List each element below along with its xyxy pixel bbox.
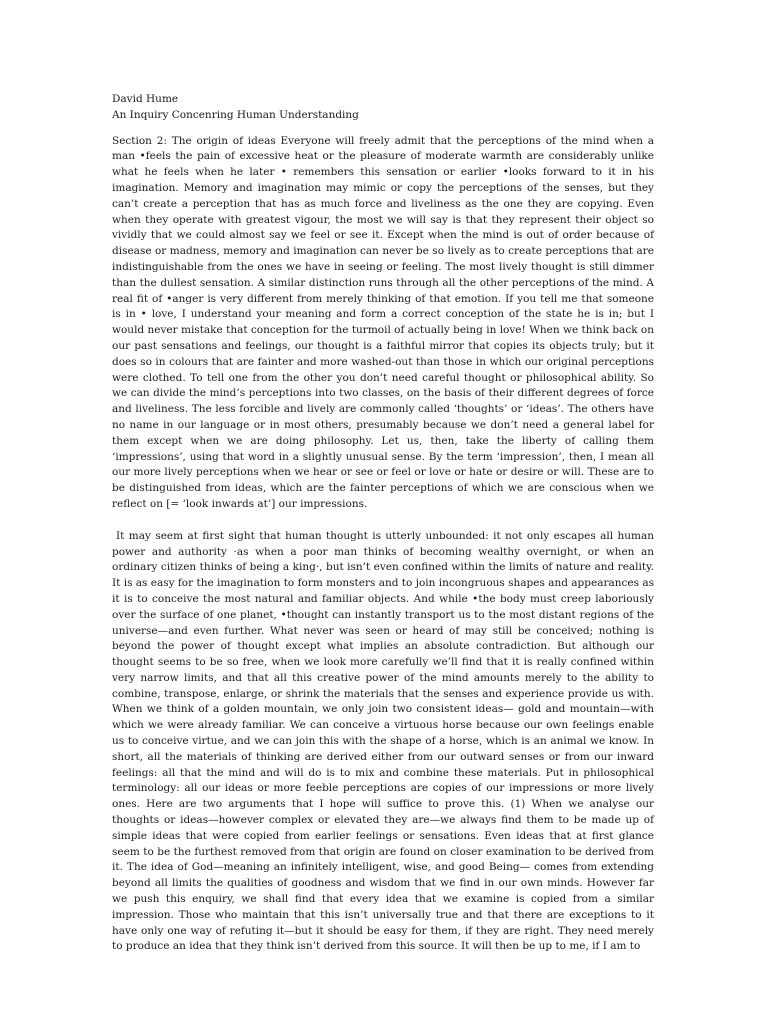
paragraph-unbounded-thought: It may seem at first sight that human thought is utterly unbounded: it not only escapes all human power and authority ·as when a poor man thinks of becoming wealthy overnight, or when an ordinary citizen thinks of being a king·, but isn’t even confined within the limits of nature and reality. It is as easy for the imagination to form monsters and to join incongruous shapes and appearances as it is to conceive the most natural and familiar objects. And while •the body must creep laboriously over the surface of one planet, •thought can instantly transport us to the most distant regions of the universe—and even further. What never was seen or heard of may still be conceived; nothing is beyond the power of thought except what implies an absolute contradiction. But although our thought seems to be so free, when we look more carefully we’ll find that it is really confined within very narrow limits, and that all this creative power of the mind amounts merely to the ability to combine, transpose, enlarge, or shrink the materials that the senses and experience provide us with. When we think of a golden mountain, we only join two consistent ideas— gold and mountain—with which we were already familiar. We can conceive a virtuous horse because our own feelings enable us to conceive virtue, and we can join this with the shape of a horse, which is an animal we know. In short, all the materials of thinking are derived either from our outward senses or from our inward feelings: all that the mind and will do is to mix and combine these materials. Put in philosophical terminology: all our ideas or more feeble perceptions are copies of our impressions or more lively ones. Here are two arguments that I hope will suffice to prove this. (1) When we analyse our thoughts or ideas—however complex or elevated they are—we always find them to be made up of simple ideas that were copied from earlier feelings or sensations. Even ideas that at first glance seem to be the furthest removed from that origin are found on closer examination to be derived from it. The idea of God—meaning an infinitely intelligent, wise, and good Being— comes from extending beyond all limits the qualities of goodness and wisdom that we find in our own minds. However far we push this enquiry, we shall find that every idea that we examine is copied from a similar impression. Those who maintain that this isn’t universally true and that there are exceptions to it have only one way of refuting it—but it should be easy for them, if they are right. They need merely to produce an idea that they think isn’t derived from this source. It will then be up to me, if I am to [112, 529, 654, 953]
paragraph-section-2: Section 2: The origin of ideas Everyone will freely admit that the perceptions of the mind when a man •feels the pain of excessive heat or the pleasure of moderate warmth are considerably unlike what he feels when he later • remembers this sensation or earlier •looks forward to it in his imagination. Memory and imagination may mimic or copy the perceptions of the senses, but they can’t create a perception that has as much force and liveliness as the one they are copying. Even when they operate with greatest vigour, the most we will say is that they represent their object so vividly that we could almost say we feel or see it. Except when the mind is out of order because of disease or madness, memory and imagination can never be so lively as to create perceptions that are indistinguishable from the ones we have in seeing or feeling. The most lively thought is still dimmer than the dullest sensation. A similar distinction runs through all the other perceptions of the mind. A real fit of •anger is very different from merely thinking of that emotion. If you tell me that someone is in • love, I understand your meaning and form a correct conception of the state he is in; but I would never mistake that conception for the turmoil of actually being in love! When we think back on our past sensations and feelings, our thought is a faithful mirror that copies its objects truly; but it does so in colours that are fainter and more washed-out than those in which our original perceptions were clothed. To tell one from the other you don’t need careful thought or philosophical ability. So we can divide the mind’s perceptions into two classes, on the basis of their different degrees of force and liveliness. The less forcible and lively are commonly called ‘thoughts’ or ‘ideas’. The others have no name in our language or in most others, presumably because we don’t need a general label for them except when we are doing philosophy. Let us, then, take the liberty of calling them ‘impressions’, using that word in a slightly unusual sense. By the term ‘impression’, then, I mean all our more lively perceptions when we hear or see or feel or love or hate or desire or will. These are to be distinguished from ideas, which are the fainter perceptions of which we are conscious when we reflect on [= ‘look inwards at’] our impressions. [112, 134, 654, 510]
document-title: An Inquiry Concenring Human Understanding [112, 108, 359, 121]
spacer [112, 124, 654, 134]
spacer [112, 513, 654, 529]
document-page [112, 92, 654, 955]
author-name: David Hume [112, 93, 179, 105]
